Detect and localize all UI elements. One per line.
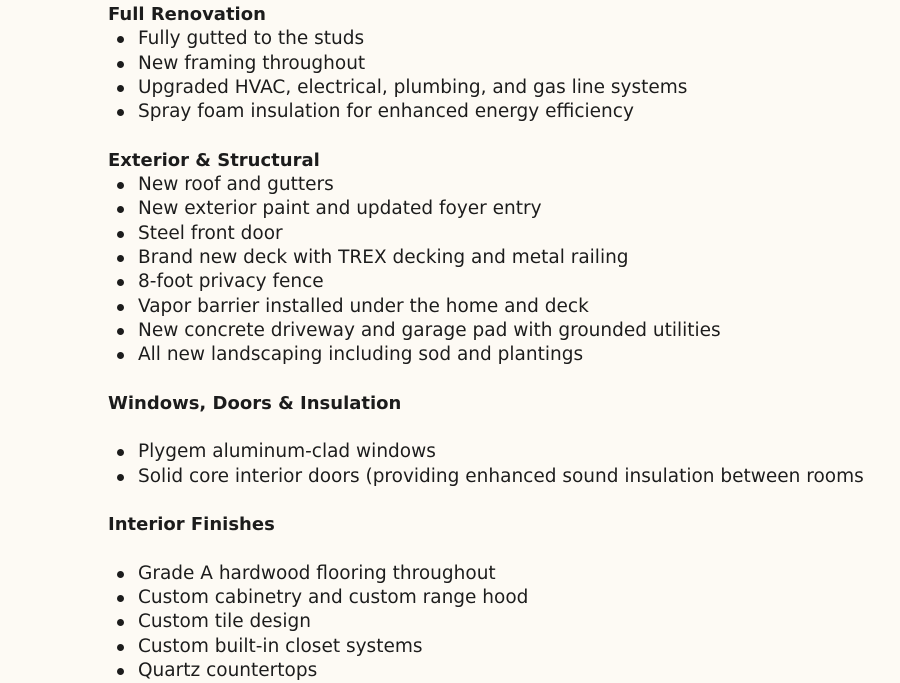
- list-item-text: Fully gutted to the studs: [138, 28, 365, 50]
- bullet-icon: [117, 328, 124, 335]
- bullet-icon: [117, 85, 124, 92]
- bullet-icon: [117, 619, 124, 626]
- section-spacer: [108, 489, 888, 513]
- list-item-text: Custom cabinetry and custom range hood: [138, 587, 529, 609]
- list-item-text: Quartz countertops: [138, 660, 318, 682]
- list-item: [108, 295, 888, 319]
- list-exterior-structural: [108, 173, 888, 367]
- list-item-text: New concrete driveway and garage pad with grounded utilities: [138, 319, 721, 341]
- bullet-icon: [117, 668, 124, 675]
- bullet-icon: [117, 352, 124, 359]
- renovation-features-document: [108, 3, 888, 683]
- section-spacer: [108, 367, 888, 391]
- bullet-icon: [117, 644, 124, 651]
- list-item: [108, 586, 888, 610]
- list-item-text: Custom built-in closet systems: [138, 635, 423, 657]
- list-item: [108, 246, 888, 270]
- bullet-icon: [117, 304, 124, 311]
- bullet-icon: [117, 206, 124, 213]
- section-title-full-renovation: Full Renovation: [108, 4, 266, 25]
- list-item: [108, 319, 888, 343]
- list-item: [108, 635, 888, 659]
- list-item: [108, 343, 888, 367]
- bullet-icon: [117, 595, 124, 602]
- bullet-icon: [117, 61, 124, 68]
- list-item: [108, 222, 888, 246]
- list-item: [108, 270, 888, 294]
- list-item: [108, 173, 888, 197]
- list-item: [108, 197, 888, 221]
- section-spacer: [108, 538, 888, 562]
- list-item: [108, 440, 888, 464]
- bullet-icon: [117, 449, 124, 456]
- list-windows-doors-insulation: [108, 440, 888, 489]
- section-title-windows-doors-insulation: Windows, Doors & Insulation: [108, 392, 402, 414]
- list-item: [108, 659, 888, 683]
- bullet-icon: [117, 36, 124, 43]
- section-title-exterior-structural: Exterior & Structural: [108, 149, 320, 171]
- list-item-text: Spray foam insulation for enhanced energy efficiency: [138, 101, 634, 123]
- bullet-icon: [117, 109, 124, 116]
- list-item: [108, 100, 888, 124]
- list-item-text: Brand new deck with TREX decking and metal railing: [138, 246, 629, 268]
- bullet-icon: [117, 571, 124, 578]
- list-item: [108, 27, 888, 51]
- bullet-icon: [117, 474, 124, 481]
- list-item: [108, 610, 888, 634]
- list-item: [108, 76, 888, 100]
- list-item-text: Vapor barrier installed under the home and deck: [138, 295, 589, 317]
- list-full-renovation: [108, 27, 888, 124]
- list-interior-finishes: [108, 562, 888, 683]
- section-spacer: [108, 124, 888, 148]
- list-item-text: Solid core interior doors (providing enhanced sound insulation between rooms: [138, 465, 864, 487]
- list-item: [108, 562, 888, 586]
- list-item-text: 8-foot privacy fence: [138, 271, 324, 293]
- bullet-icon: [117, 255, 124, 262]
- bullet-icon: [117, 182, 124, 189]
- bullet-icon: [117, 231, 124, 238]
- bullet-icon: [117, 279, 124, 286]
- list-item-text: New exterior paint and updated foyer entry: [138, 198, 542, 220]
- section-title-interior-finishes: Interior Finishes: [108, 514, 275, 536]
- list-item: [108, 465, 888, 489]
- list-item-text: New roof and gutters: [138, 174, 334, 196]
- list-item-text: Plygem aluminum-clad windows: [138, 441, 436, 463]
- list-item-text: Custom tile design: [138, 611, 311, 633]
- list-item-text: Grade A hardwood flooring throughout: [138, 562, 496, 584]
- section-spacer: [108, 416, 888, 440]
- list-item-text: Steel front door: [138, 222, 283, 244]
- list-item-text: Upgraded HVAC, electrical, plumbing, and gas line systems: [138, 76, 688, 98]
- list-item-text: New framing throughout: [138, 52, 366, 74]
- list-item: [108, 52, 888, 76]
- list-item-text: All new landscaping including sod and plantings: [138, 344, 584, 366]
